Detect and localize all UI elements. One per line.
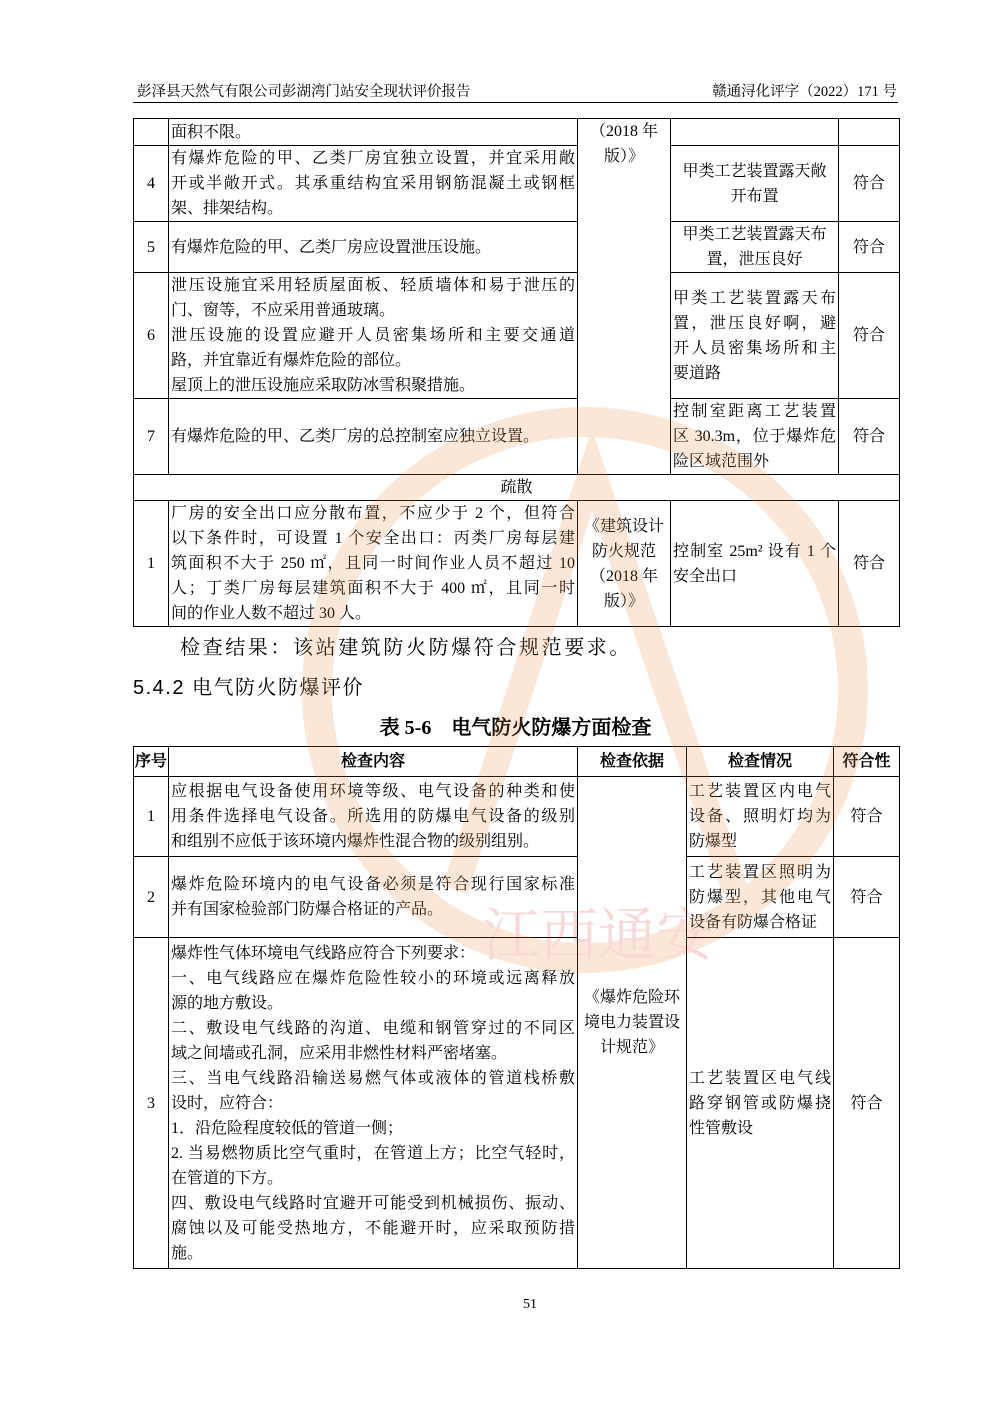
row-number-cell: 1 bbox=[134, 777, 169, 857]
conformity-cell bbox=[839, 119, 900, 146]
table-header-row bbox=[134, 747, 900, 777]
table-row bbox=[134, 777, 900, 857]
row-number-cell: 2 bbox=[134, 857, 169, 938]
row-number-cell: 1 bbox=[134, 501, 169, 627]
text-line: 境电力装置设 bbox=[583, 1014, 680, 1031]
text-paragraph bbox=[689, 779, 831, 854]
situation-cell bbox=[687, 938, 834, 1269]
text-line: 《爆炸危险环 bbox=[583, 989, 680, 1006]
situation-cell bbox=[687, 777, 834, 857]
text-paragraph bbox=[689, 1066, 831, 1141]
text-line: 控制室 25m² 设有 1 个 bbox=[673, 542, 836, 560]
text-line: 厂房的安全出口应分散布置，不应少于 2 个，但符合 bbox=[171, 505, 575, 522]
text-paragraph bbox=[673, 399, 836, 474]
situation-cell bbox=[671, 501, 839, 627]
header-cell-content: 检查内容 bbox=[169, 747, 578, 777]
table-row bbox=[134, 119, 900, 146]
text-line: 防火规范 bbox=[591, 542, 656, 560]
text-paragraph bbox=[171, 1016, 575, 1066]
text-line: 置，泄压良好 bbox=[706, 251, 803, 268]
content-cell bbox=[169, 273, 578, 399]
content-cell bbox=[169, 399, 578, 475]
text-paragraph bbox=[171, 966, 575, 1016]
situation-cell bbox=[671, 399, 839, 475]
text-paragraph bbox=[171, 120, 575, 145]
text-line: 泄压设施的设置应避开人员密集场所和主要交通道 bbox=[171, 327, 575, 344]
header-cell-conformity: 符合性 bbox=[834, 747, 900, 777]
text-line: 三、当电气线路沿输送易燃气体或液体的管道栈桥敷 bbox=[171, 1069, 575, 1087]
text-line: 施。 bbox=[171, 1244, 204, 1262]
conformity-cell: 符合 bbox=[839, 146, 900, 222]
basis-cell bbox=[578, 777, 687, 1269]
text-line: 版）》 bbox=[603, 148, 644, 165]
situation-cell bbox=[687, 857, 834, 938]
text-line: 有爆炸危险的甲、乙类厂房宜独立设置，并宜采用敞 bbox=[171, 150, 575, 167]
text-line: 腐蚀以及可能受热地方，不能避开时，应采取预防措 bbox=[171, 1219, 575, 1237]
section-heading: 5.4.2 电气防火防爆评价 bbox=[133, 677, 365, 699]
report-title: 彭泽县天然气有限公司彭湖湾门站安全现状评价报告 bbox=[137, 84, 471, 100]
row-number-cell: 4 bbox=[134, 146, 169, 222]
row-number-cell: 3 bbox=[134, 938, 169, 1269]
text-paragraph bbox=[171, 424, 575, 449]
text-paragraph bbox=[673, 222, 836, 272]
text-line: （2018 年 bbox=[589, 123, 658, 140]
table-row bbox=[134, 399, 900, 475]
text-line: 性管敷设 bbox=[689, 1119, 754, 1137]
text-line: 安全出口 bbox=[673, 567, 738, 585]
text-line: 有爆炸危险的甲、乙类厂房的总控制室应独立设置。 bbox=[171, 428, 540, 445]
row-number-cell: 5 bbox=[134, 222, 169, 273]
text-line: 险区域范围外 bbox=[673, 453, 770, 470]
text-paragraph bbox=[171, 235, 575, 260]
text-paragraph bbox=[171, 323, 575, 373]
table-caption: 表 5-6 电气防火防爆方面检查 bbox=[379, 717, 652, 739]
content-cell bbox=[169, 146, 578, 222]
row-number-cell: 6 bbox=[134, 273, 169, 399]
table-row bbox=[134, 273, 900, 399]
text-paragraph bbox=[580, 119, 668, 169]
text-line: 面积不限。 bbox=[171, 123, 252, 141]
text-line: 泄压设施宜采用轻质屋面板、轻质墙体和易于泄压的 bbox=[171, 277, 575, 294]
watermark-text: 江西通安 bbox=[481, 903, 715, 968]
text-line: 甲类工艺装置露天布 bbox=[673, 289, 836, 307]
text-line: 并有国家检验部门防爆合格证的产品。 bbox=[171, 901, 444, 918]
text-line: 源的地方敷设。 bbox=[171, 994, 284, 1012]
content-cell bbox=[169, 777, 578, 857]
content-cell bbox=[169, 857, 578, 938]
text-paragraph bbox=[171, 941, 575, 966]
text-line: 计规范》 bbox=[599, 1039, 664, 1056]
text-line: 区 30.3m，位于爆炸危 bbox=[673, 428, 836, 445]
text-paragraph bbox=[171, 501, 575, 626]
page-header bbox=[133, 82, 898, 103]
content-cell bbox=[169, 938, 578, 1269]
conformity-cell: 符合 bbox=[839, 399, 900, 475]
text-line: 间的作业人数不超过 30 人。 bbox=[171, 605, 372, 622]
text-line: 二、敷设电气线路的沟道、电缆和钢管穿过的不同区 bbox=[171, 1019, 575, 1037]
text-line: 工艺装置区内电气 bbox=[689, 783, 831, 800]
text-line: （2018 年 bbox=[589, 567, 658, 585]
text-line: 在管道的下方。 bbox=[171, 1169, 284, 1187]
table-row bbox=[134, 938, 900, 1269]
text-line: 爆炸性气体环境电气线路应符合下列要求： bbox=[171, 944, 476, 962]
text-paragraph bbox=[580, 514, 668, 614]
text-line: 要道路 bbox=[673, 364, 722, 382]
text-line: 爆炸危险环境内的电气设备必须是符合现行国家标准 bbox=[171, 876, 575, 893]
content-cell bbox=[169, 222, 578, 273]
section-title-evacuation: 疏散 bbox=[134, 475, 900, 501]
check-result-text: 检查结果：该站建筑防火防爆符合规范要求。 bbox=[180, 637, 632, 659]
content-cell bbox=[169, 501, 578, 627]
section-row bbox=[134, 475, 900, 501]
electrical-fire-explosion-table bbox=[133, 746, 900, 1269]
text-line: 控制室距离工艺装置 bbox=[673, 403, 836, 420]
text-line: 一、电气线路应在爆炸危险性较小的环境或远离释放 bbox=[171, 969, 575, 987]
text-line: 防爆型 bbox=[689, 833, 738, 850]
text-paragraph bbox=[171, 1141, 575, 1191]
text-paragraph bbox=[673, 539, 836, 589]
conformity-cell: 符合 bbox=[834, 777, 900, 857]
row-number-cell: 7 bbox=[134, 399, 169, 475]
content-cell bbox=[169, 119, 578, 146]
text-paragraph bbox=[171, 872, 575, 922]
text-line: 设备、照明灯均为 bbox=[689, 808, 831, 825]
situation-cell bbox=[671, 119, 839, 146]
text-line: 开或半敞开式。其承重结构宜采用钢筋混凝土或钢框 bbox=[171, 175, 575, 192]
text-paragraph bbox=[673, 286, 836, 386]
building-fire-explosion-table bbox=[133, 118, 900, 627]
text-line: 甲类工艺装置露天布 bbox=[682, 226, 827, 243]
header-cell-basis: 检查依据 bbox=[578, 747, 687, 777]
text-line: 路穿钢管或防爆挠 bbox=[689, 1094, 831, 1112]
text-paragraph bbox=[171, 779, 575, 854]
text-line: 工艺装置区电气线 bbox=[689, 1069, 831, 1087]
text-line: 以下条件时，可设置 1 个安全出口：丙类厂房每层建 bbox=[171, 530, 575, 547]
text-line: 开布置 bbox=[730, 187, 779, 205]
table-row bbox=[134, 222, 900, 273]
situation-cell bbox=[671, 146, 839, 222]
text-line: 架、排架结构。 bbox=[171, 200, 284, 217]
table-row bbox=[134, 146, 900, 222]
text-line: 置，泄压良好啊，避 bbox=[673, 314, 836, 332]
basis-cell bbox=[578, 119, 671, 475]
header-cell-situation: 检查情况 bbox=[687, 747, 834, 777]
text-paragraph bbox=[171, 1116, 575, 1141]
text-paragraph bbox=[171, 146, 575, 221]
page-number: 51 bbox=[523, 1297, 537, 1312]
text-line: 工艺装置区照明为 bbox=[689, 863, 831, 881]
text-line: 用条件选择电气设备。所选用的防爆电气设备的级别 bbox=[171, 808, 575, 825]
text-line: 2. 当易燃物质比空气重时，在管道上方；比空气轻时， bbox=[171, 1144, 575, 1162]
text-line: 门、窗等，不应采用普通玻璃。 bbox=[171, 302, 396, 319]
table-row bbox=[134, 857, 900, 938]
text-paragraph bbox=[689, 860, 831, 935]
conformity-cell: 符合 bbox=[834, 938, 900, 1269]
text-line: 甲类工艺装置露天敞 bbox=[682, 162, 827, 180]
conformity-cell: 符合 bbox=[839, 273, 900, 399]
text-paragraph bbox=[171, 1066, 575, 1116]
text-line: 设备有防爆合格证 bbox=[689, 913, 818, 931]
text-line: 《建筑设计 bbox=[583, 517, 664, 535]
text-line: 有爆炸危险的甲、乙类厂房应设置泄压设施。 bbox=[171, 238, 492, 256]
text-line: 版）》 bbox=[603, 592, 644, 610]
header-cell-number: 序号 bbox=[134, 747, 169, 777]
text-paragraph bbox=[171, 373, 575, 398]
situation-cell bbox=[671, 222, 839, 273]
conformity-cell: 符合 bbox=[839, 501, 900, 627]
row-number-cell bbox=[134, 119, 169, 146]
text-line: 应根据电气设备使用环境等级、电气设备的种类和使 bbox=[171, 783, 575, 800]
conformity-cell: 符合 bbox=[834, 857, 900, 938]
text-line: 1．沿危险程度较低的管道一侧； bbox=[171, 1119, 404, 1137]
text-line: 域之间墙或孔洞，应采用非燃性材料严密堵塞。 bbox=[171, 1044, 508, 1062]
text-line: 设时，应符合： bbox=[171, 1094, 284, 1112]
text-paragraph bbox=[171, 273, 575, 323]
text-line: 人；丁类厂房每层建筑面积不大于 400 ㎡，且同一时 bbox=[171, 580, 575, 597]
text-line: 屋顶上的泄压设施应采取防冰雪积聚措施。 bbox=[171, 377, 476, 394]
report-number: 赣通浔化评字（2022）171 号 bbox=[712, 84, 897, 100]
text-line: 和组别不应低于该环境内爆炸性混合物的级别组别。 bbox=[171, 833, 540, 850]
table-row bbox=[134, 501, 900, 627]
text-line: 开人员密集场所和主 bbox=[673, 339, 836, 357]
text-line: 防爆型，其他电气 bbox=[689, 888, 831, 906]
text-line: 筑面积不大于 250 ㎡，且同一时间作业人员不超过 10 bbox=[171, 555, 575, 572]
text-line: 路，并宜靠近有爆炸危险的部位。 bbox=[171, 352, 412, 369]
text-paragraph bbox=[171, 1191, 575, 1266]
text-paragraph bbox=[580, 985, 684, 1060]
situation-cell bbox=[671, 273, 839, 399]
text-paragraph bbox=[673, 159, 836, 209]
basis-cell bbox=[578, 501, 671, 627]
text-line: 四、敷设电气线路时宜避开可能受到机械损伤、振动、 bbox=[171, 1194, 575, 1212]
conformity-cell: 符合 bbox=[839, 222, 900, 273]
